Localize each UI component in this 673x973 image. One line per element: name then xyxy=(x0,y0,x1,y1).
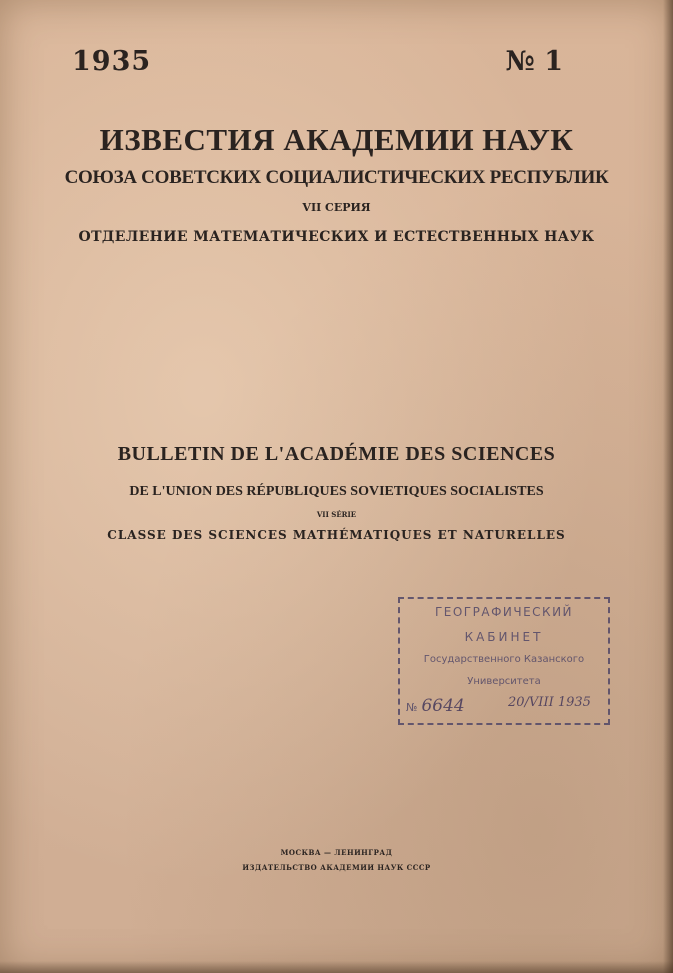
page-edge-shadow-bottom xyxy=(0,961,673,973)
stamp-number-row xyxy=(406,696,465,716)
russian-subtitle: СОЮЗА СОВЕТСКИХ СОЦИАЛИСТИЧЕСКИХ РЕСПУБЛИК xyxy=(64,167,609,188)
stamp-line-1: ГЕОГРАФИЧЕСКИЙ xyxy=(434,605,574,619)
russian-division: ОТДЕЛЕНИЕ МАТЕМАТИЧЕСКИХ И ЕСТЕСТВЕННЫХ НАУК xyxy=(78,229,595,245)
publisher-city: МОСКВА — ЛЕНИНГРАД xyxy=(280,848,393,857)
stamp-handwritten-number: 6644 xyxy=(421,696,465,716)
stamp-number-label: № xyxy=(406,701,418,714)
publisher-name: ИЗДАТЕЛЬСТВО АКАДЕМИИ НАУК СССР xyxy=(242,863,431,872)
french-title: BULLETIN DE L'ACADÉMIE DES SCIENCES xyxy=(117,443,556,465)
french-division: CLASSE DES SCIENCES MATHÉMATIQUES ET NATURELLES xyxy=(107,528,566,542)
stamp-handwritten-date: 20/VIII 1935 xyxy=(508,695,591,710)
stamp-line-4: Университета xyxy=(467,676,541,687)
issue-number: № 1 xyxy=(505,46,563,77)
library-stamp xyxy=(398,597,610,725)
stamp-line-3: Государственного Казанского xyxy=(423,654,585,665)
french-series: VII SÉRIE xyxy=(316,510,357,519)
russian-title: ИЗВЕСТИЯ АКАДЕМИИ НАУК xyxy=(99,122,574,157)
stamp-line-2: КАБИНЕТ xyxy=(464,630,544,644)
russian-series: VII СЕРИЯ xyxy=(302,201,371,214)
french-subtitle: DE L'UNION DES RÉPUBLIQUES SOVIETIQUES SOCIALISTES xyxy=(129,484,544,499)
publication-year: 1935 xyxy=(72,46,152,77)
